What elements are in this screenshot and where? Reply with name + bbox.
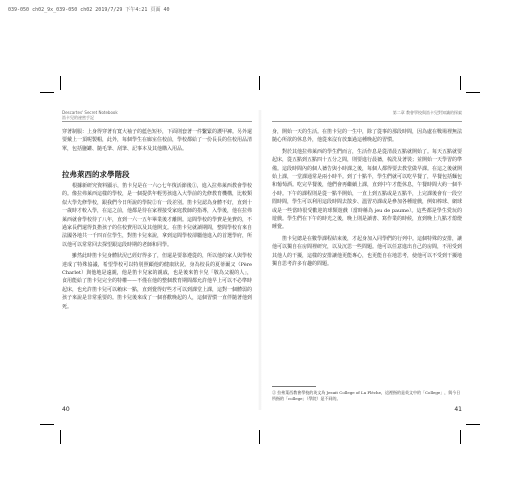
paragraph: 笛卡兒總是在數學課程結束後，才起身加入同學們的行列中。這個特殊的安排，讓他可以獨自在房間裡研究，以及沉思一些問題。他可以任意進出自己的房間，不用受到其他人的干擾，這樣的安排讓他更能專心，也更能自在地思考，使他可以不受到干擾地獨自思考許多有趣的問題。 [272,235,463,268]
intro-text [62,128,252,156]
crop-mark-bl-v [60,430,61,444]
running-head-chinese: 笛卡兒的祕密手記 [62,115,94,120]
crop-mark-center-bottom [259,430,260,444]
crop-mark-bl-h [40,424,54,425]
page-number: 41 [454,406,462,413]
paragraph: 根據新研究資料顯示，笛卡兒是在一六○七年復活節後①，進入拉弗萊西教會學校的。像拉弗萊西這樣的學校，是一個提供年輕男孩進入大學前的先修教育機構，比較類似大學先修學校，跟我們今日所說的學院②有一段差別。笛卡兒認為身體不好，直到十一歲時才較入學，在這之前，他都是待在家裡接受家庭教師的指導，入學後，他在拉弗萊西就會學校待了八年，直到一六一五年畢業後才離開。這間學校的學費是免費的，不過家長們還得負擔孩子的住校費用以及其他開支。在笛卡兒就讀期間，整間學校有來自法國各地共一千四百位學生，對笛卡兒來說，拿到這間學校卻屬他進入的首選學府，所以他可以常常回去探望跟這段時期的老師和同學。 [62,183,253,248]
running-head-english: Descartes' Secret Notebook [62,110,118,115]
page-number: 40 [62,406,70,413]
crop-mark-tl-h [40,92,54,93]
right-body-text [272,128,462,272]
left-body-text [62,182,252,314]
crop-mark-tl-v [60,76,61,90]
right-page [272,110,463,413]
crop-mark-tr-h [466,92,480,93]
paragraph: 雖然此時笛卡兒身體狀況已經好得多了，但還是要靠遵從的，所以他的家人與學校達成了特殊協議，希望學校可以特別照顧他的健康狀況。身為校長的夏蒂爾父（Père Charlet）與他地是遠親，他是笛卡兒家的親戚，也是後來笛卡兒「敬為父親的人」，食用能給了笛卡兒完全的特權——不僅在他的整個教育期間都允許他早上可以不必準時起床，也允許笛卡兒可以賴床一點，直到覺得好些才可以到課堂上課，這對一個體弱的孩子來說是非常重要的。笛卡兒後來成了一個喜歡晚起的人，這個習慣一直伴隨著他到死。 [62,253,253,310]
crop-mark-center-top [259,76,260,90]
footnote: ② 拉弗萊西教會學校的英文為 Jesuit College of La Flèche，這裡指的是英文中的「College」，與今日所指的「college」（學院）是不同的。 [272,390,461,401]
gutter-shadow [258,110,262,410]
intro-paragraph: 穿著制服：上身得穿著有寬大袖子的藍色短衫，下面則套著一件繫緊的護甲褲。另外還要戴上一頂呢製帽，此外，每個學生在廊室住校前，學校都給了一份長長的住校用品清單，包括鹽罐、隨毛筆、刮筆、記事本及其他購入用品。 [62,129,253,152]
paragraph: 對於其他拉弗萊西的學生們而言，生活作息是從清晨五點就開始了。每天五點就要起床，從五點到五點四十五分之間，則要進行晨禱，梳洗及著裝；並開始一天學習的準備。這段時間內的個人禱告與小時課之後，每個人都得要去教堂做早課。在這之後就開始上課，一堂課通常是兩小時半。到了十點半，學生們就可以吃早餐了，早餐包括麵包和葡萄酒。吃完早餐後，他們會再繼續上課，直到中午才能休息，午餐時間大約一個半小時。下午的課程則是從一點半開始，一直上到五點或是五點半，上完課後會有一段空閒時間，學生可以利用這段時間去散步、溫習功課或是參加各種遊戲，例如棒球、網球或是一些當時很受歡迎的球類遊戲（當時稱為 jeu de paume）。這些都是學生愛玩的遊戲。學生們在下午的時光之後，晚上則是讀書、寫作業的時候，直到晚上九點才熄燈睡覺。 [272,148,463,231]
header-rule [272,121,462,122]
paragraph: 身，開始一天的生活。在笛卡兒的一生中，除了從事的那段時間，因為處在戰場裡無法隨心所欲的休息外，他從來沒有放棄過這種晚起的習慣。 [272,129,463,144]
header-rule [62,121,252,122]
crop-mark-br-h [466,424,480,425]
crop-mark-tr-v [460,76,461,90]
running-head-right: 第二章 教會學校與笛卡兒對知識的探索 [392,110,462,115]
running-head-left [62,110,118,120]
footnote-rule [272,386,316,387]
left-page [62,110,253,413]
printer-slug-line: 039-050 ch02_9x_039-050 ch02 2019/7/29 下午4:21 頁面 40 [8,7,170,13]
section-heading: 拉弗萊西的求學階段 [62,170,130,179]
crop-mark-br-v [460,430,461,444]
